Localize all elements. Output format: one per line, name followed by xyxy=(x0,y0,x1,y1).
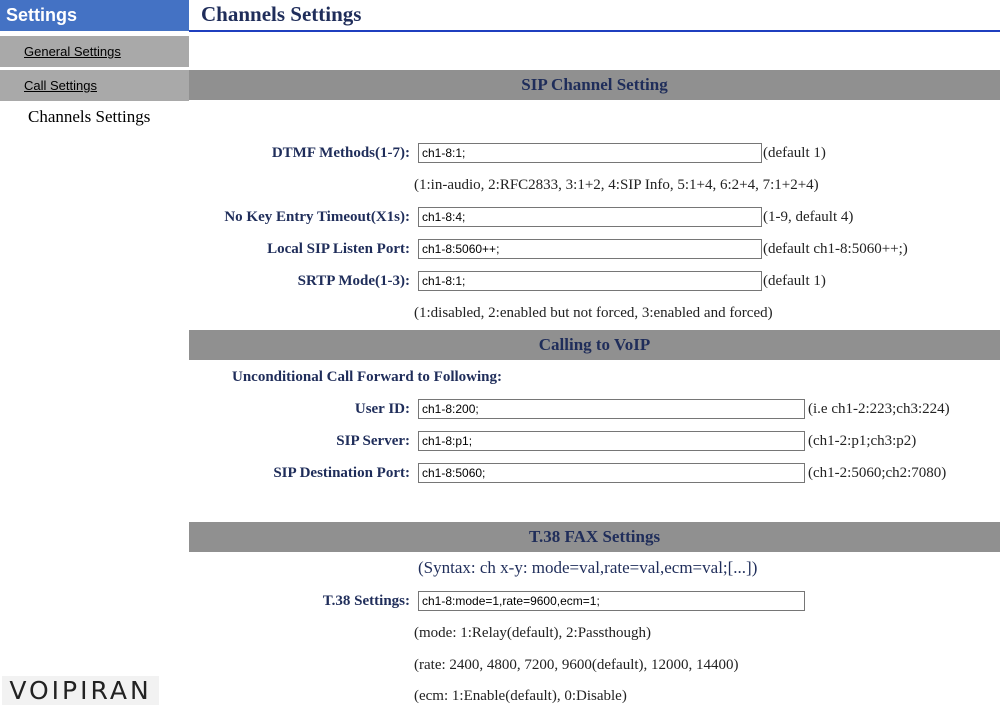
sip-destination-port-label: SIP Destination Port: xyxy=(273,465,410,481)
dtmf-methods-label: DTMF Methods(1-7): xyxy=(271,145,410,161)
no-key-timeout-input[interactable] xyxy=(418,207,762,227)
title-divider xyxy=(189,30,1000,32)
sip-server-hint: (ch1-2:p1;ch3:p2) xyxy=(808,433,917,449)
dtmf-methods-note: (1:in-audio, 2:RFC2833, 3:1+2, 4:SIP Info, 5:1+4, 6:2+4, 7:1+2+4) xyxy=(414,177,819,193)
dtmf-methods-hint: (default 1) xyxy=(763,145,826,161)
sip-server-input[interactable] xyxy=(418,431,805,451)
page-title: Channels Settings xyxy=(201,2,362,26)
sidebar-item-call-settings[interactable] xyxy=(0,70,189,101)
user-id-label: User ID: xyxy=(354,401,410,417)
call-forward-subheading: Unconditional Call Forward to Following: xyxy=(232,369,503,385)
local-sip-port-input[interactable] xyxy=(418,239,762,259)
t38-settings-label: T.38 Settings: xyxy=(322,593,410,609)
sidebar-item-general-settings[interactable] xyxy=(0,36,189,67)
srtp-mode-input[interactable] xyxy=(418,271,762,291)
main-content xyxy=(189,0,1003,705)
dtmf-methods-input[interactable] xyxy=(418,143,762,163)
sidebar-link-call-settings[interactable]: Call Settings xyxy=(24,78,97,93)
sip-destination-port-input[interactable] xyxy=(418,463,805,483)
sip-server-label: SIP Server: xyxy=(336,433,410,449)
sip-destination-port-hint: (ch1-2:5060;ch2:7080) xyxy=(808,465,947,481)
sidebar-header: Settings xyxy=(0,0,189,31)
section-header-sip-channel: SIP Channel Setting xyxy=(189,70,1000,100)
section-header-t38-fax: T.38 FAX Settings xyxy=(189,522,1000,552)
t38-rate-note: (rate: 2400, 4800, 7200, 9600(default), 12000, 14400) xyxy=(414,657,739,673)
srtp-mode-note: (1:disabled, 2:enabled but not forced, 3:enabled and forced) xyxy=(414,305,773,321)
user-id-hint: (i.e ch1-2:223;ch3:224) xyxy=(808,401,950,417)
t38-mode-note: (mode: 1:Relay(default), 2:Passthough) xyxy=(414,625,652,641)
sidebar-link-general-settings[interactable]: General Settings xyxy=(24,44,121,59)
sidebar-item-channels-settings: Channels Settings xyxy=(28,107,151,126)
user-id-input[interactable] xyxy=(418,399,805,419)
srtp-mode-hint: (default 1) xyxy=(763,273,826,289)
sidebar xyxy=(0,0,189,705)
t38-ecm-note: (ecm: 1:Enable(default), 0:Disable) xyxy=(414,688,627,704)
t38-settings-input[interactable] xyxy=(418,591,805,611)
no-key-timeout-label: No Key Entry Timeout(X1s): xyxy=(224,209,410,225)
local-sip-port-label: Local SIP Listen Port: xyxy=(267,241,410,257)
no-key-timeout-hint: (1-9, default 4) xyxy=(763,209,854,225)
section-header-calling-to-voip: Calling to VoIP xyxy=(189,330,1000,360)
srtp-mode-label: SRTP Mode(1-3): xyxy=(297,273,410,289)
voipiran-logo: VOIPIRAN xyxy=(2,676,159,705)
local-sip-port-hint: (default ch1-8:5060++;) xyxy=(763,241,908,257)
t38-syntax-note: (Syntax: ch x-y: mode=val,rate=val,ecm=val;[...]) xyxy=(418,558,758,577)
